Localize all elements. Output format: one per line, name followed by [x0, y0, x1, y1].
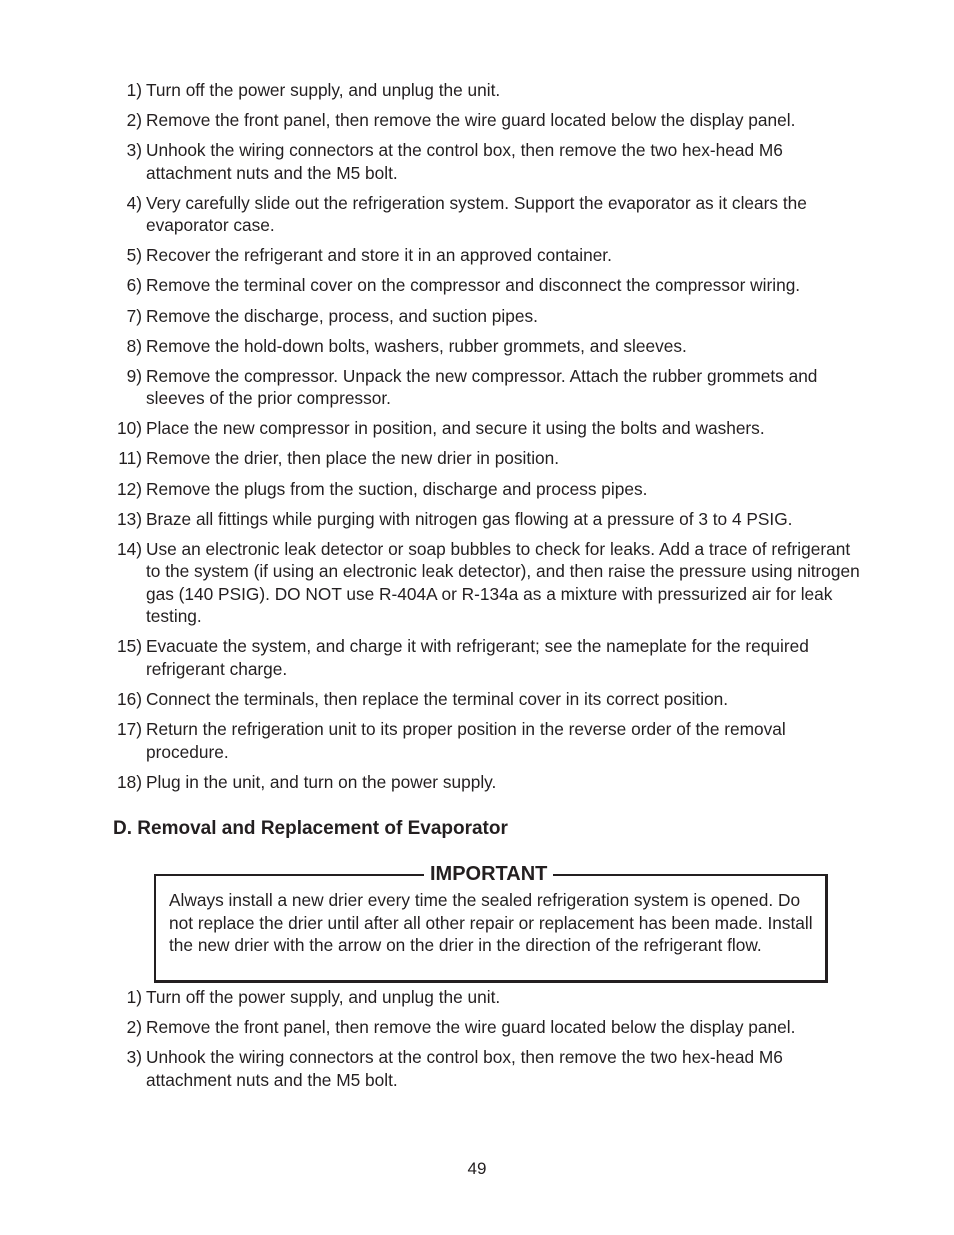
step-number-text: 1)	[126, 987, 142, 1007]
step-text: Turn off the power supply, and unplug the unit.	[146, 80, 501, 100]
step-text: Very carefully slide out the refrigeration system. Support the evaporator as it clears the evaporator case.	[146, 192, 807, 236]
step-number-text: 5)	[126, 245, 142, 266]
step-text: Remove the hold-down bolts, washers, rubber grommets, and sleeves.	[146, 335, 687, 356]
step-number-text: 1)	[126, 80, 142, 100]
step-number-text: 12)	[117, 478, 142, 499]
procedure-step	[0, 688, 861, 711]
step-number-text: 17)	[117, 719, 142, 739]
important-notice-title: IMPORTANT	[424, 861, 553, 887]
step-number-text: 15)	[117, 636, 142, 657]
procedure-step	[0, 478, 861, 501]
procedure-step	[0, 986, 861, 1009]
step-number-text: 16)	[117, 688, 142, 709]
step-number	[0, 986, 146, 1009]
procedure-step	[0, 771, 861, 794]
step-text: Connect the terminals, then replace the terminal cover in its correct position.	[146, 688, 729, 709]
step-text: Unhook the wiring connectors at the control box, then remove the two hex-head M6 attachment nuts and the M5 bolt.	[146, 140, 783, 183]
procedure-step	[0, 1046, 861, 1091]
step-number-text: 4)	[126, 192, 142, 213]
section-heading: D. Removal and Replacement of Evaporator	[113, 818, 508, 839]
step-text: Remove the front panel, then remove the wire guard located below the display panel.	[146, 1017, 796, 1038]
page-number: 49	[467, 1159, 487, 1178]
step-number-text: 9)	[126, 365, 142, 386]
important-notice-box	[154, 863, 828, 983]
procedure-step	[0, 109, 861, 132]
step-number	[0, 335, 146, 358]
procedure-step	[0, 139, 861, 184]
procedure-step	[0, 274, 861, 297]
procedure-step	[0, 417, 861, 440]
step-number-text: 6)	[126, 275, 142, 296]
step-number	[0, 538, 146, 561]
procedure-step	[0, 635, 861, 680]
procedure-step	[0, 508, 861, 531]
procedure-step	[0, 305, 861, 328]
step-number-text: 2)	[126, 110, 142, 131]
step-text: Remove the compressor. Unpack the new compressor. Attach the rubber grommets and sleeves of the prior compressor.	[146, 365, 818, 409]
procedure-step	[0, 447, 861, 470]
step-number	[0, 192, 146, 215]
step-number	[0, 274, 146, 297]
step-text: Unhook the wiring connectors at the control box, then remove the two hex-head M6 attachment nuts and the M5 bolt.	[146, 1047, 783, 1090]
step-text: Turn off the power supply, and unplug the unit.	[146, 987, 501, 1007]
step-text: Return the refrigeration unit to its proper position in the reverse order of the removal procedure.	[146, 719, 786, 762]
step-number	[0, 79, 146, 102]
step-number-text: 3)	[126, 1047, 142, 1068]
procedure-step	[0, 79, 861, 102]
step-number-text: 13)	[117, 508, 142, 529]
step-text: Recover the refrigerant and store it in an approved container.	[146, 245, 612, 266]
step-number-text: 8)	[126, 335, 142, 356]
step-number	[0, 139, 146, 162]
step-text: Remove the discharge, process, and suction pipes.	[146, 305, 538, 326]
step-text: Remove the terminal cover on the compressor and disconnect the compressor wiring.	[146, 275, 801, 296]
step-number	[0, 1046, 146, 1069]
procedure-step	[0, 335, 861, 358]
step-number	[0, 508, 146, 531]
step-number	[0, 109, 146, 132]
step-number	[0, 688, 146, 711]
step-number-text: 7)	[126, 305, 142, 326]
evaporator-removal-steps	[0, 986, 954, 1099]
step-text: Plug in the unit, and turn on the power supply.	[146, 771, 497, 792]
step-number	[0, 771, 146, 794]
step-text: Place the new compressor in position, and secure it using the bolts and washers.	[146, 418, 765, 439]
step-text: Evacuate the system, and charge it with refrigerant; see the nameplate for the required refrigerant charge.	[146, 636, 809, 679]
compressor-replacement-steps	[0, 79, 954, 801]
step-text: Use an electronic leak detector or soap bubbles to check for leaks. Add a trace of refrigerant to the system (if using an electronic leak detector), and then raise the pressure using nitrogen gas (140 PSIG). DO NOT use R-404A or R-134a as a mixture with pressurized air for leak testing.	[146, 538, 860, 627]
step-text: Remove the plugs from the suction, discharge and process pipes.	[146, 478, 648, 499]
step-number	[0, 718, 146, 741]
step-number-text: 14)	[117, 538, 142, 559]
step-number	[0, 417, 146, 440]
step-number-text: 11)	[118, 448, 142, 469]
step-number	[0, 305, 146, 328]
step-number	[0, 635, 146, 658]
procedure-step	[0, 718, 861, 763]
procedure-step	[0, 365, 861, 410]
step-number	[0, 478, 146, 501]
step-number-text: 2)	[126, 1017, 142, 1038]
step-number	[0, 1016, 146, 1039]
step-text: Remove the drier, then place the new drier in position.	[146, 448, 560, 469]
step-text: Remove the front panel, then remove the wire guard located below the display panel.	[146, 110, 796, 131]
procedure-step	[0, 1016, 861, 1039]
step-number-text: 3)	[126, 140, 142, 161]
step-text: Braze all fittings while purging with nitrogen gas flowing at a pressure of 3 to 4 PSIG.	[146, 508, 793, 529]
procedure-step	[0, 538, 861, 628]
step-number-text: 10)	[117, 418, 142, 439]
step-number	[0, 244, 146, 267]
step-number	[0, 447, 146, 470]
step-number	[0, 365, 146, 388]
step-number-text: 18)	[117, 771, 142, 792]
important-notice-text: Always install a new drier every time the sealed refrigeration system is opened. Do not replace the drier until after all other repair or replacement has been made. Install the new drier with the arrow on the drier in the direction of the refrigerant flow.	[169, 890, 813, 956]
procedure-step	[0, 244, 861, 267]
procedure-step	[0, 192, 861, 237]
